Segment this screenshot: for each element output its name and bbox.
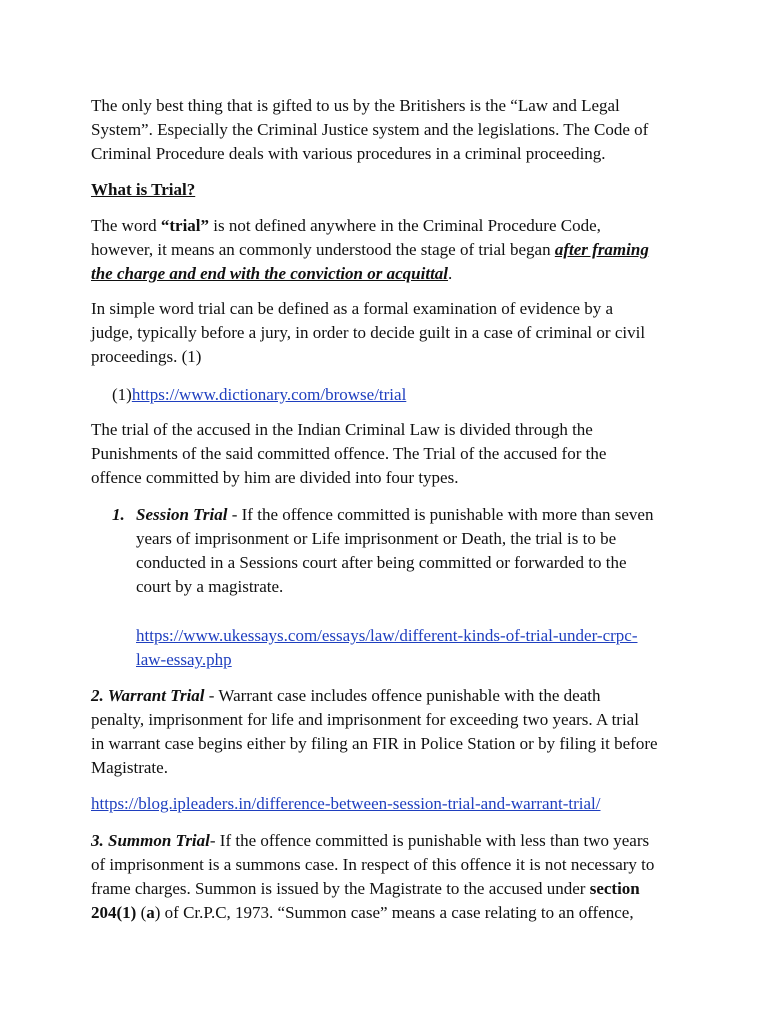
session-link-block [136, 624, 676, 672]
section-heading: What is Trial? [91, 180, 196, 199]
footnote-row [112, 383, 712, 407]
bold-text: a [146, 903, 155, 922]
text-run: - If the offence committed is punishable with more than seven [227, 505, 654, 524]
session-line: court by a magistrate. [136, 577, 284, 596]
warrant-line: in warrant case begins either by filing an FIR in Police Station or by filing it before [91, 734, 658, 753]
emphasis-text: after framing [554, 240, 649, 259]
session-line: conducted in a Sessions court after being committed or forwarded to the [136, 553, 627, 572]
summon-line [91, 901, 691, 925]
bold-text: section [589, 879, 640, 898]
intro-line: System”. Especially the Criminal Justice system and the legislations. The Code of [91, 120, 649, 139]
session-line: years of imprisonment or Life imprisonment or Death, the trial is to be [136, 529, 617, 548]
ipleaders-link[interactable]: https://blog.ipleaders.in/difference-between-session-trial-and-warrant-trial/ [91, 794, 601, 813]
intro-line: Criminal Procedure deals with various procedures in a criminal proceeding. [91, 144, 606, 163]
text-run: - Warrant case includes offence punishable with the death [204, 686, 601, 705]
session-trial-title: Session Trial [136, 505, 228, 524]
summon-line: of imprisonment is a summons case. In respect of this offence it is not necessary to [91, 855, 655, 874]
summon-line [91, 877, 691, 901]
types-intro-paragraph [91, 418, 691, 490]
footnote-line [112, 383, 712, 407]
session-trial-item [136, 503, 676, 599]
ukessays-link[interactable]: law-essay.php [136, 650, 232, 669]
text-run: - If the offence committed is punishable with less than two years [209, 831, 650, 850]
bold-text: 204(1) [91, 903, 137, 922]
trial-term: “trial” [160, 216, 210, 235]
simple-line: proceedings. (1) [91, 347, 202, 366]
definition-paragraph [91, 214, 691, 286]
warrant-link-block [91, 792, 691, 816]
text-run: ( [136, 903, 147, 922]
definition-line [91, 238, 691, 262]
summon-trial-paragraph [91, 829, 691, 925]
simple-definition-paragraph [91, 297, 691, 369]
definition-line [91, 214, 691, 238]
definition-line [91, 262, 691, 286]
text-run: however, it means an commonly understood the stage of trial began [91, 240, 555, 259]
dictionary-link[interactable]: https://www.dictionary.com/browse/trial [131, 385, 407, 404]
types-line: offence committed by him are divided into four types. [91, 468, 459, 487]
text-run: frame charges. Summon is issued by the Magistrate to the accused under [91, 879, 590, 898]
summon-line [91, 829, 691, 853]
emphasis-text: the charge and end with the conviction or acquittal [91, 264, 449, 283]
warrant-trial-paragraph [91, 684, 691, 780]
warrant-line [91, 684, 691, 708]
simple-line: In simple word trial can be defined as a formal examination of evidence by a [91, 299, 614, 318]
text-run: . [448, 264, 453, 283]
warrant-trial-title: 2. Warrant Trial [91, 686, 205, 705]
intro-paragraph [91, 94, 691, 166]
session-line [136, 503, 676, 527]
text-run: is not defined anywhere in the Criminal Procedure Code, [209, 216, 601, 235]
intro-line: The only best thing that is gifted to us by the Britishers is the “Law and Legal [91, 96, 620, 115]
warrant-line: Magistrate. [91, 758, 168, 777]
types-line: Punishments of the said committed offence. The Trial of the accused for the [91, 444, 607, 463]
types-line: The trial of the accused in the Indian Criminal Law is divided through the [91, 420, 593, 439]
warrant-line: penalty, imprisonment for life and imprisonment for exceeding two years. A trial [91, 710, 639, 729]
text-run: The word [91, 216, 161, 235]
list-number: 1. [112, 505, 125, 524]
text-run: ) of Cr.P.C, 1973. “Summon case” means a case relating to an offence, [154, 903, 634, 922]
summon-trial-title: 3. Summon Trial [91, 831, 210, 850]
footnote-marker: (1) [112, 385, 132, 404]
ukessays-link[interactable]: https://www.ukessays.com/essays/law/different-kinds-of-trial-under-crpc- [136, 626, 638, 645]
simple-line: judge, typically before a jury, in order to decide guilt in a case of criminal or civil [91, 323, 646, 342]
